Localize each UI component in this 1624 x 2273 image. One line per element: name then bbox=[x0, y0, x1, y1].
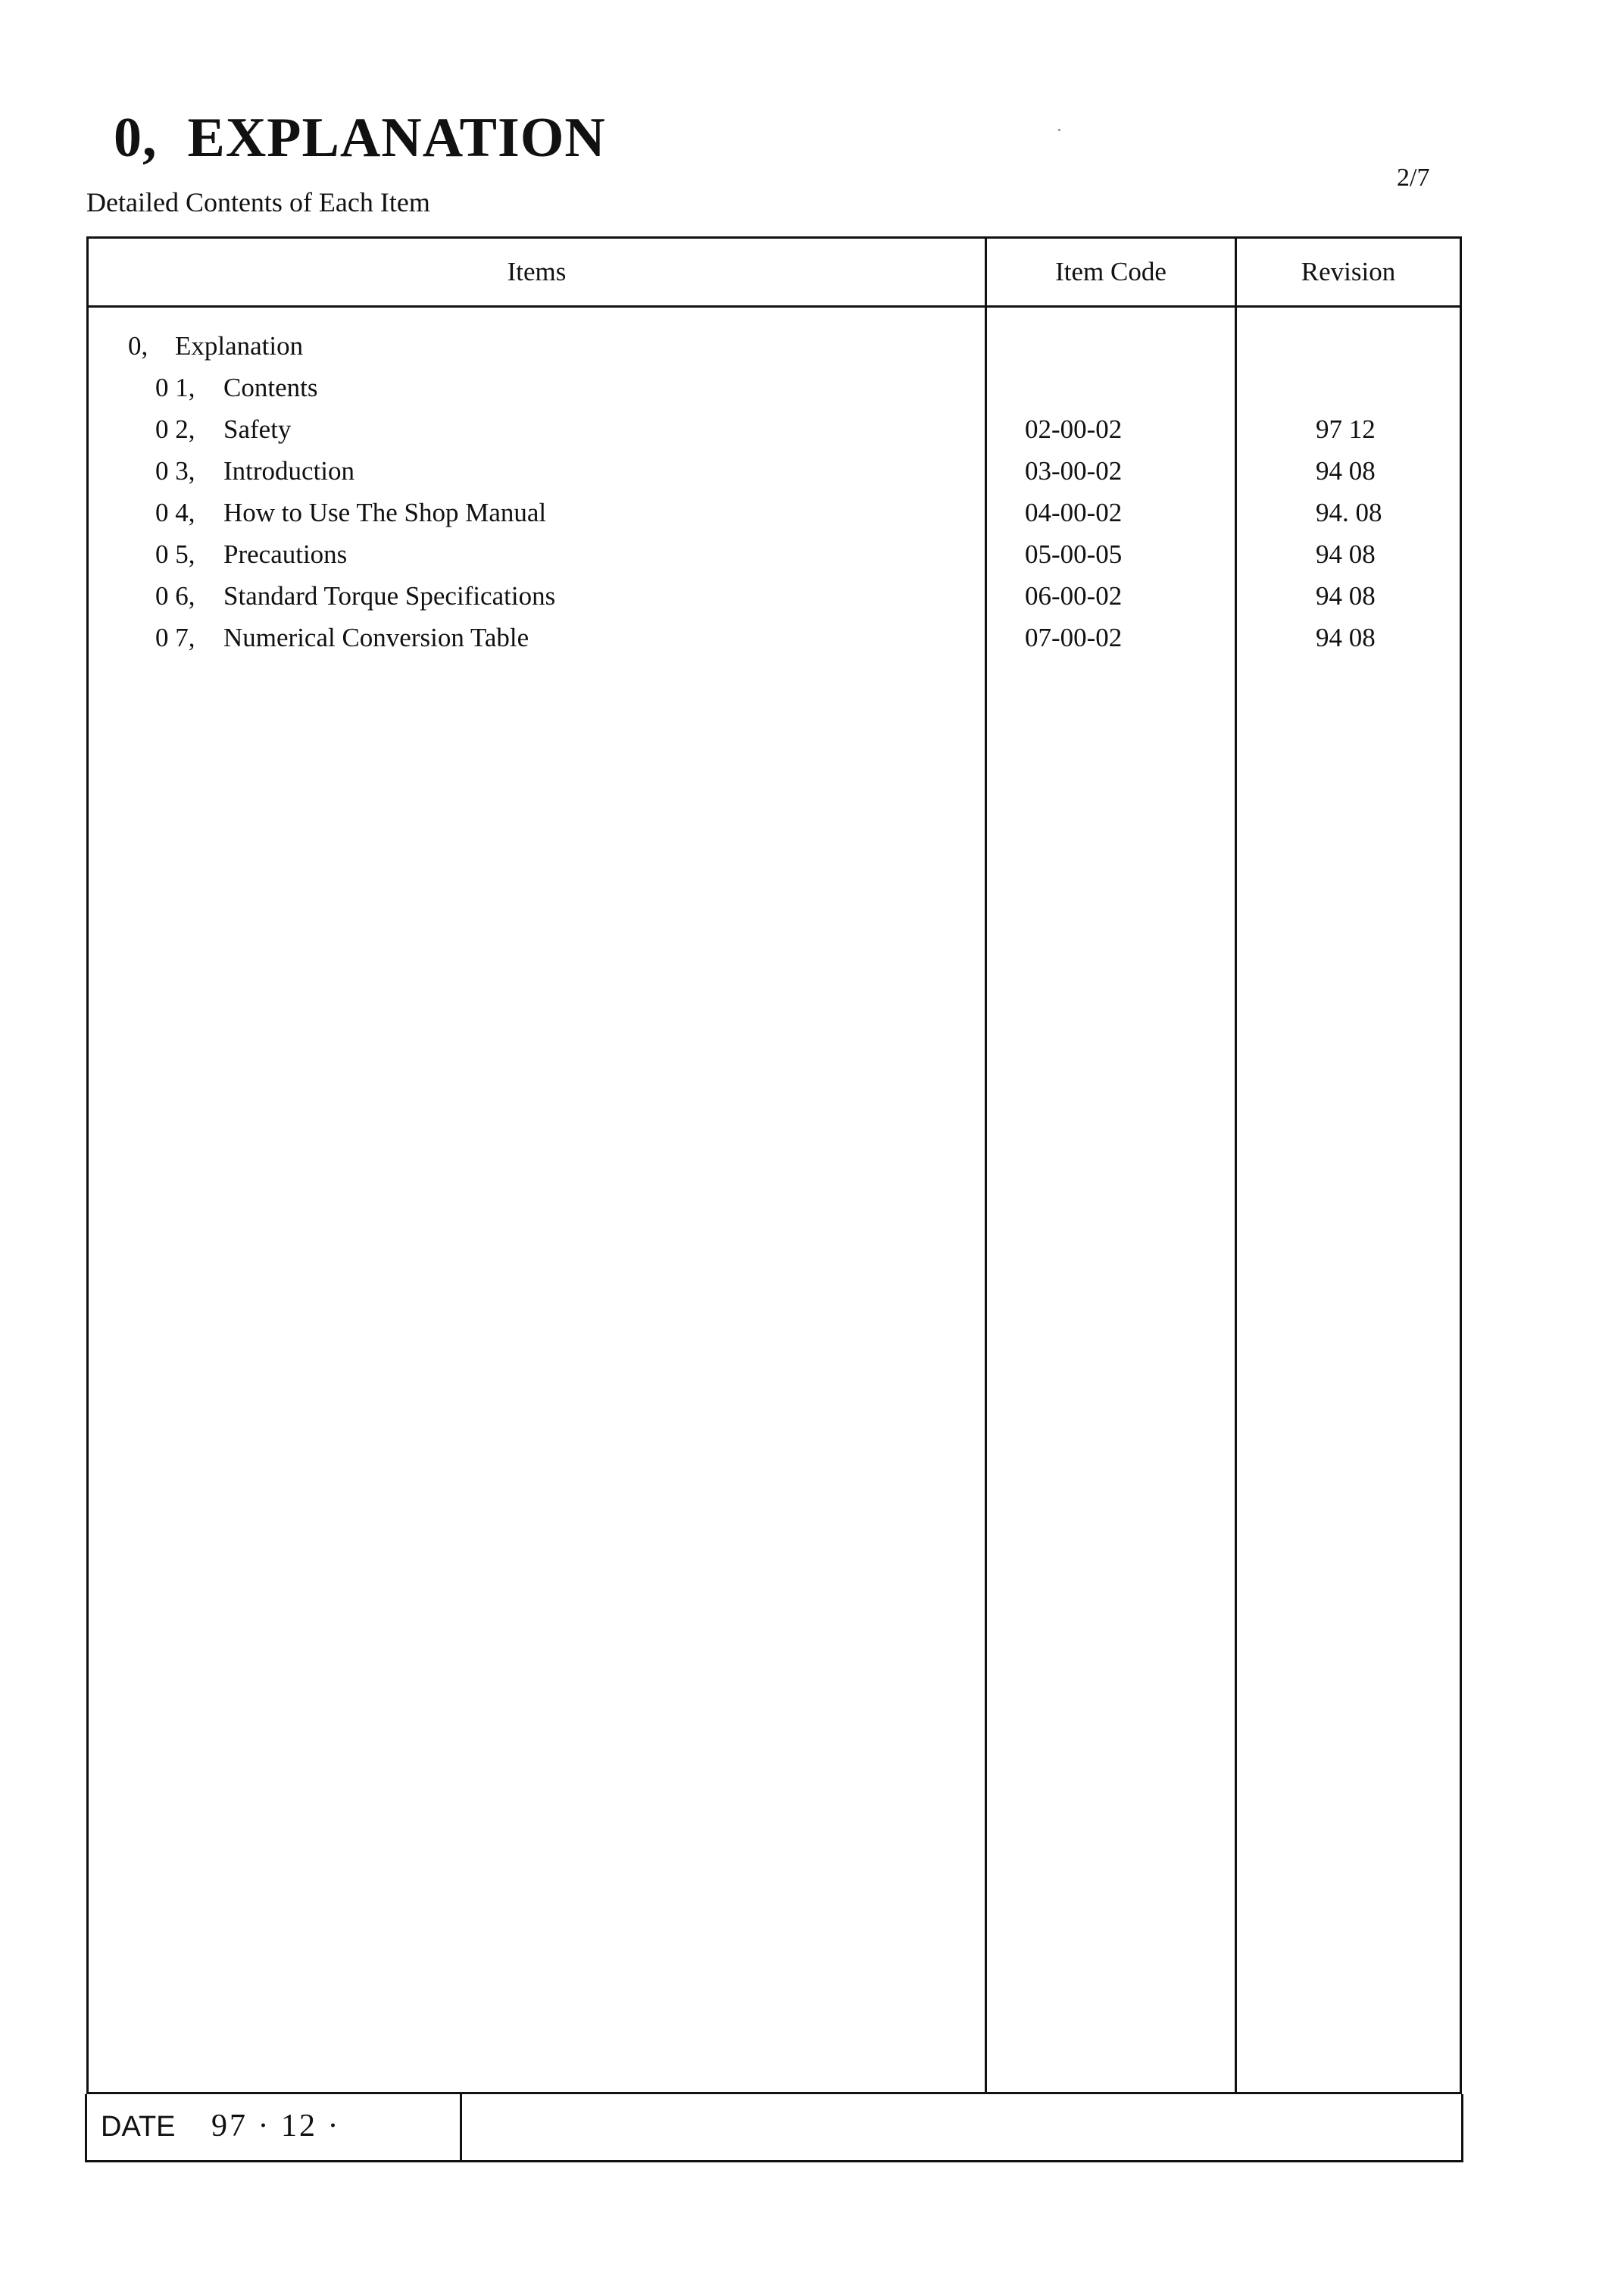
row-number: 0 3, bbox=[155, 456, 195, 486]
page-title bbox=[114, 106, 606, 170]
row-label: Safety bbox=[223, 414, 292, 444]
date-value: 97 · 12 · bbox=[211, 2109, 341, 2143]
table-row bbox=[89, 617, 1460, 658]
row-item-code: 04-00-02 bbox=[1025, 498, 1123, 527]
footer-divider bbox=[460, 2094, 462, 2160]
scan-speck bbox=[1058, 129, 1060, 131]
row-item-code: 05-00-05 bbox=[1025, 539, 1123, 569]
row-number: 0 6, bbox=[155, 581, 195, 611]
date-label: DATE bbox=[101, 2111, 176, 2143]
row-revision: 94 08 bbox=[1316, 539, 1376, 569]
row-label: Standard Torque Specifications bbox=[223, 581, 556, 611]
row-label: Introduction bbox=[223, 456, 355, 486]
section-row-label: Explanation bbox=[175, 331, 304, 361]
row-number: 0 7, bbox=[155, 623, 195, 652]
page-number: 2/7 bbox=[1397, 164, 1430, 192]
row-revision: 94 08 bbox=[1316, 623, 1376, 652]
table-row bbox=[89, 533, 1460, 575]
row-revision: 94 08 bbox=[1316, 456, 1376, 486]
row-number: 0 1, bbox=[155, 373, 195, 402]
row-revision: 97 12 bbox=[1316, 414, 1376, 444]
date-footer bbox=[85, 2094, 1463, 2162]
section-row-number: 0, bbox=[128, 331, 148, 361]
row-label: Precautions bbox=[223, 539, 348, 569]
column-header-item-code: Item Code bbox=[1055, 257, 1166, 286]
contents-table bbox=[86, 236, 1462, 2094]
table-row bbox=[89, 408, 1460, 450]
row-item-code: 03-00-02 bbox=[1025, 456, 1123, 486]
row-item-code: 02-00-02 bbox=[1025, 414, 1123, 444]
table-row bbox=[89, 575, 1460, 617]
row-revision: 94 08 bbox=[1316, 581, 1376, 611]
row-label: Contents bbox=[223, 373, 318, 402]
row-number: 0 4, bbox=[155, 498, 195, 527]
section-number: 0, bbox=[114, 107, 158, 169]
row-revision: 94. 08 bbox=[1316, 498, 1382, 527]
table-row bbox=[89, 450, 1460, 492]
row-label: Numerical Conversion Table bbox=[223, 623, 529, 652]
column-header-items: Items bbox=[507, 257, 567, 286]
row-label: How to Use The Shop Manual bbox=[223, 498, 547, 527]
header-divider bbox=[89, 305, 1460, 308]
column-header-revision: Revision bbox=[1301, 257, 1396, 286]
row-item-code: 07-00-02 bbox=[1025, 623, 1123, 652]
section-row bbox=[89, 325, 1460, 367]
table-row bbox=[89, 367, 1460, 408]
row-number: 0 2, bbox=[155, 414, 195, 444]
page-subtitle: Detailed Contents of Each Item bbox=[86, 187, 430, 217]
table-row bbox=[89, 492, 1460, 533]
row-number: 0 5, bbox=[155, 539, 195, 569]
row-item-code: 06-00-02 bbox=[1025, 581, 1123, 611]
section-title: EXPLANATION bbox=[187, 107, 606, 169]
